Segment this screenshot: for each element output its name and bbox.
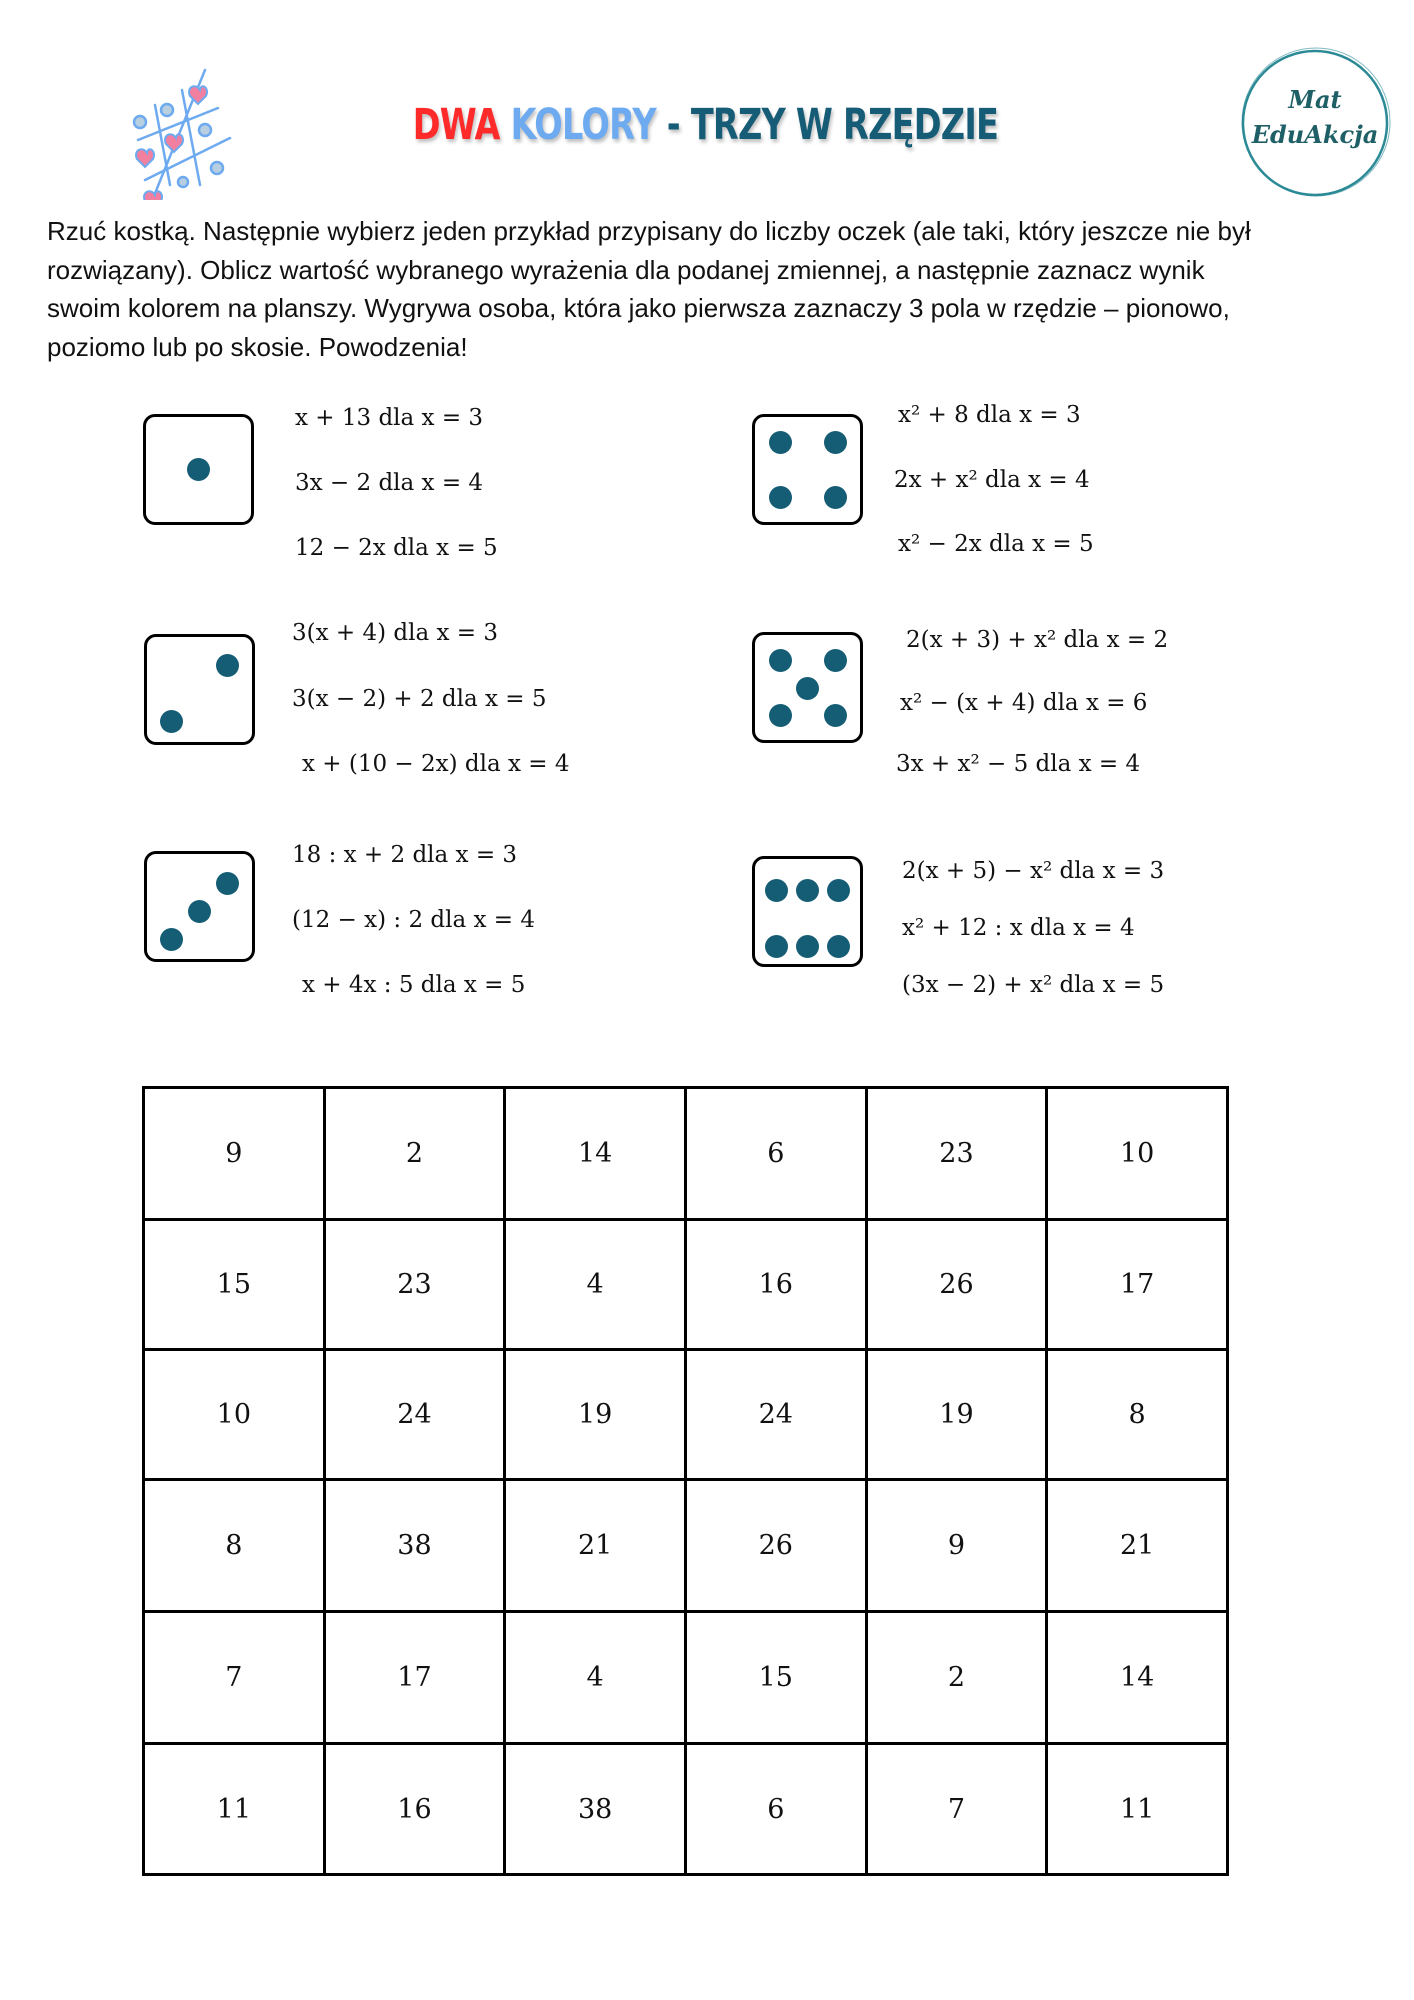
expression-die6-a: 2(x + 5) − x² dla x = 3: [902, 858, 1165, 884]
board-row: [144, 1350, 1228, 1480]
board-cell[interactable]: 19: [866, 1350, 1047, 1480]
board-row: [144, 1744, 1228, 1875]
board-cell[interactable]: 4: [505, 1612, 686, 1744]
board-cell[interactable]: 24: [324, 1350, 505, 1480]
instructions-paragraph: [47, 212, 1387, 366]
instructions-line: rozwiązany). Oblicz wartość wybranego wyrażenia dla podanej zmiennej, a następnie zaznacz wynik: [47, 254, 1205, 285]
die-pip: [769, 486, 792, 509]
expression-die6-c: (3x − 2) + x² dla x = 5: [902, 972, 1165, 998]
expression-die3-c: x + 4x : 5 dla x = 5: [302, 972, 526, 998]
die-two-icon: [144, 634, 255, 745]
instructions-line: Rzuć kostką. Następnie wybierz jeden przykład przypisany do liczby oczek (ale taki, który jeszcze nie był: [47, 216, 1251, 246]
board-cell[interactable]: 24: [685, 1350, 866, 1480]
die-three-icon: [144, 851, 255, 962]
die-pip: [765, 935, 788, 958]
die-pip: [216, 654, 239, 677]
board-cell[interactable]: 4: [505, 1220, 686, 1350]
expression-die1-c: 12 − 2x dla x = 5: [295, 535, 498, 561]
board-row: [144, 1612, 1228, 1744]
die-pip: [765, 879, 788, 902]
board-cell[interactable]: 10: [1047, 1088, 1228, 1220]
die-five-icon: [752, 632, 863, 743]
title-word-kolory: KOLORY: [510, 100, 656, 150]
board-cell[interactable]: 6: [685, 1744, 866, 1875]
die-one-icon: [143, 414, 254, 525]
board-cell[interactable]: 2: [866, 1612, 1047, 1744]
die-pip: [796, 677, 819, 700]
die-pip: [824, 486, 847, 509]
board-cell[interactable]: 11: [1047, 1744, 1228, 1875]
board-cell[interactable]: 10: [144, 1350, 325, 1480]
board-cell[interactable]: 14: [1047, 1612, 1228, 1744]
die-pip: [188, 900, 211, 923]
title-word-dwa: DWA: [412, 100, 500, 150]
title-word-trzy-w-rzedzie: - TRZY W RZĘDZIE: [666, 100, 999, 150]
board-cell[interactable]: 7: [144, 1612, 325, 1744]
expression-die3-a: 18 : x + 2 dla x = 3: [292, 842, 518, 868]
die-pip: [796, 935, 819, 958]
board-cell[interactable]: 8: [144, 1480, 325, 1612]
die-six-icon: [752, 856, 863, 967]
mat-eduakcja-logo: [1220, 30, 1410, 210]
board-cell[interactable]: 2: [324, 1088, 505, 1220]
board-cell[interactable]: 8: [1047, 1350, 1228, 1480]
expression-die3-b: (12 − x) : 2 dla x = 4: [292, 907, 535, 933]
die-pip: [824, 649, 847, 672]
expression-die1-b: 3x − 2 dla x = 4: [295, 470, 484, 496]
expression-die6-b: x² + 12 : x dla x = 4: [902, 915, 1135, 941]
board-cell[interactable]: 21: [505, 1480, 686, 1612]
board-cell[interactable]: 21: [1047, 1480, 1228, 1612]
board-cell[interactable]: 14: [505, 1088, 686, 1220]
logo-text-line2: EduAkcja: [1251, 120, 1379, 149]
page-title: [154, 100, 1257, 150]
logo-text-line1: Mat: [1288, 85, 1342, 114]
die-pip: [187, 458, 210, 481]
die-pip: [769, 649, 792, 672]
board-cell[interactable]: 7: [866, 1744, 1047, 1875]
expression-die5-b: x² − (x + 4) dla x = 6: [900, 690, 1148, 716]
board-cell[interactable]: 9: [866, 1480, 1047, 1612]
board-cell[interactable]: 19: [505, 1350, 686, 1480]
board-row: [144, 1220, 1228, 1350]
expression-die2-a: 3(x + 4) dla x = 3: [292, 620, 498, 646]
board-cell[interactable]: 38: [324, 1480, 505, 1612]
board-cell[interactable]: 17: [1047, 1220, 1228, 1350]
expression-die2-b: 3(x − 2) + 2 dla x = 5: [292, 686, 547, 712]
board-row: [144, 1480, 1228, 1612]
board-cell[interactable]: 6: [685, 1088, 866, 1220]
board-cell[interactable]: 16: [324, 1744, 505, 1875]
board-cell[interactable]: 26: [685, 1480, 866, 1612]
die-pip: [769, 704, 792, 727]
die-pip: [824, 431, 847, 454]
expression-die4-b: 2x + x² dla x = 4: [894, 467, 1090, 493]
die-pip: [216, 872, 239, 895]
die-pip: [796, 879, 819, 902]
board-cell[interactable]: 15: [685, 1612, 866, 1744]
expression-die5-a: 2(x + 3) + x² dla x = 2: [906, 627, 1169, 653]
board-cell[interactable]: 11: [144, 1744, 325, 1875]
die-pip: [160, 710, 183, 733]
instructions-line: swoim kolorem na planszy. Wygrywa osoba, która jako pierwsza zaznaczy 3 pola w rzędzie – pionowo,: [47, 293, 1230, 323]
instructions-line: poziomo lub po skosie. Powodzenia!: [47, 331, 468, 362]
expression-die4-a: x² + 8 dla x = 3: [898, 402, 1081, 428]
die-four-icon: [752, 414, 863, 525]
die-pip: [827, 879, 850, 902]
board-cell[interactable]: 26: [866, 1220, 1047, 1350]
expression-die2-c: x + (10 − 2x) dla x = 4: [302, 751, 570, 777]
die-pip: [824, 704, 847, 727]
board-cell[interactable]: 23: [866, 1088, 1047, 1220]
expression-die1-a: x + 13 dla x = 3: [295, 405, 484, 431]
board-row: [144, 1088, 1228, 1220]
board-cell[interactable]: 38: [505, 1744, 686, 1875]
board-cell[interactable]: 17: [324, 1612, 505, 1744]
expression-die4-c: x² − 2x dla x = 5: [898, 531, 1094, 557]
die-pip: [827, 935, 850, 958]
game-board: [142, 1086, 1229, 1876]
board-cell[interactable]: 16: [685, 1220, 866, 1350]
board-cell[interactable]: 23: [324, 1220, 505, 1350]
board-cell[interactable]: 9: [144, 1088, 325, 1220]
die-pip: [160, 928, 183, 951]
die-pip: [769, 431, 792, 454]
board-cell[interactable]: 15: [144, 1220, 325, 1350]
expression-die5-c: 3x + x² − 5 dla x = 4: [896, 751, 1141, 777]
